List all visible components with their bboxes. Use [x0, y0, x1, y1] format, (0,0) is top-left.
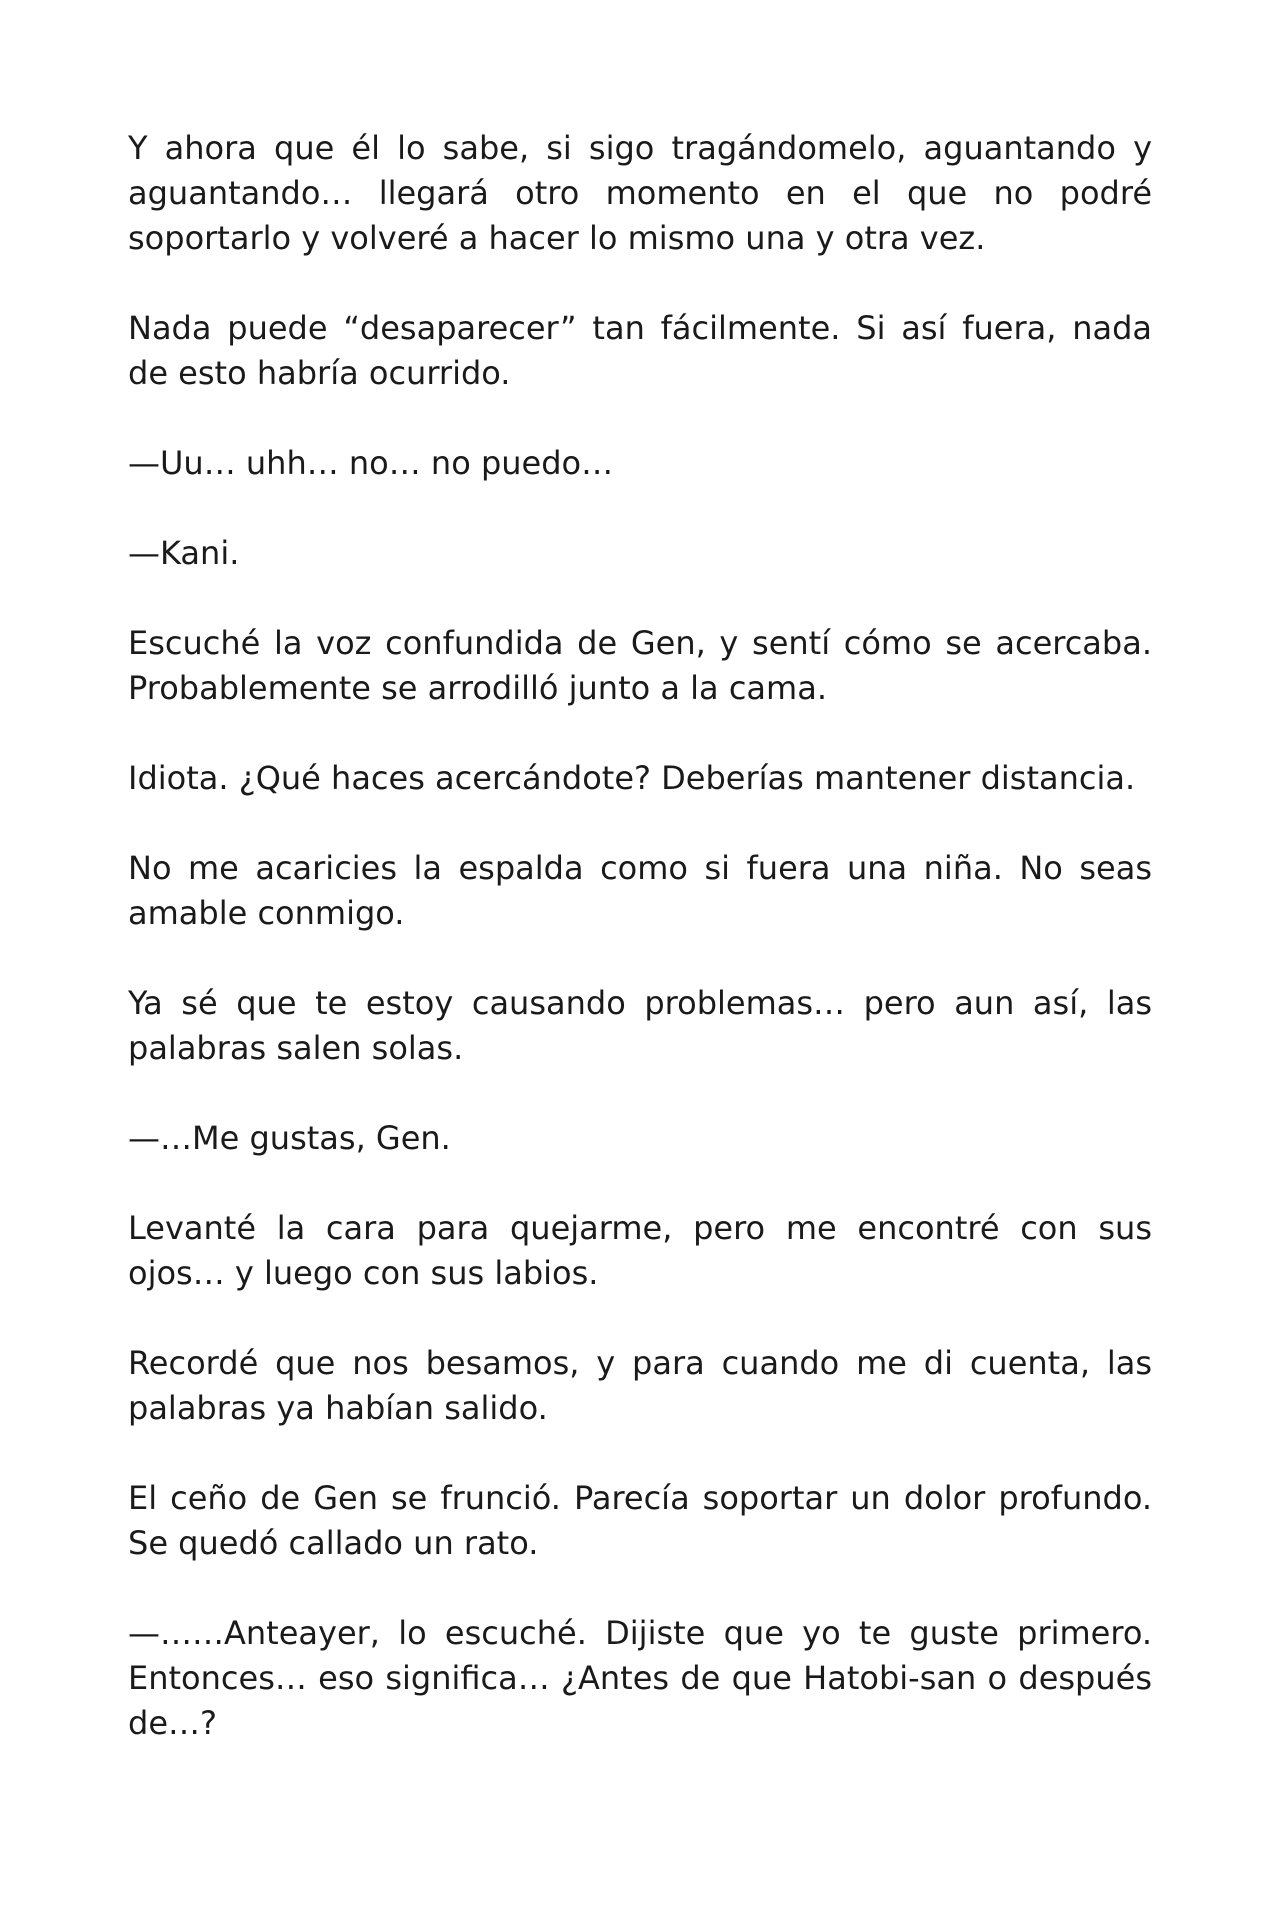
paragraph: No me acaricies la espalda como si fuera una niña. No seas amable conmigo.	[128, 849, 1152, 932]
dialogue-line: —Kani.	[128, 534, 240, 572]
paragraph: Ya sé que te estoy causando problemas… pero aun así, las palabras salen solas.	[128, 984, 1152, 1067]
paragraph: Y ahora que él lo sabe, si sigo tragándomelo, aguantando y aguantando… llegará otro momento en el que no podré soportarlo y volveré a hacer lo mismo una y otra vez.	[128, 129, 1152, 257]
dialogue-line: —…Me gustas, Gen.	[128, 1119, 451, 1157]
paragraph: Recordé que nos besamos, y para cuando me di cuenta, las palabras ya habían salido.	[128, 1344, 1152, 1427]
dialogue-line: —Uu… uhh… no… no puedo…	[128, 444, 614, 482]
paragraph: Levanté la cara para quejarme, pero me encontré con sus ojos… y luego con sus labios.	[128, 1209, 1152, 1292]
paragraph: El ceño de Gen se frunció. Parecía soportar un dolor profundo. Se quedó callado un rato.	[128, 1479, 1152, 1562]
dialogue-line: —……Anteayer, lo escuché. Dijiste que yo te guste primero. Entonces… eso significa… ¿Antes de que Hatobi-san o después de…?	[128, 1614, 1152, 1742]
paragraph: Escuché la voz confundida de Gen, y sentí cómo se acercaba. Probablemente se arrodilló junto a la cama.	[128, 624, 1152, 707]
document-body	[128, 126, 1152, 1746]
paragraph: Idiota. ¿Qué haces acercándote? Deberías mantener distancia.	[128, 759, 1136, 797]
paragraph: Nada puede “desaparecer” tan fácilmente. Si así fuera, nada de esto habría ocurrido.	[128, 309, 1152, 392]
